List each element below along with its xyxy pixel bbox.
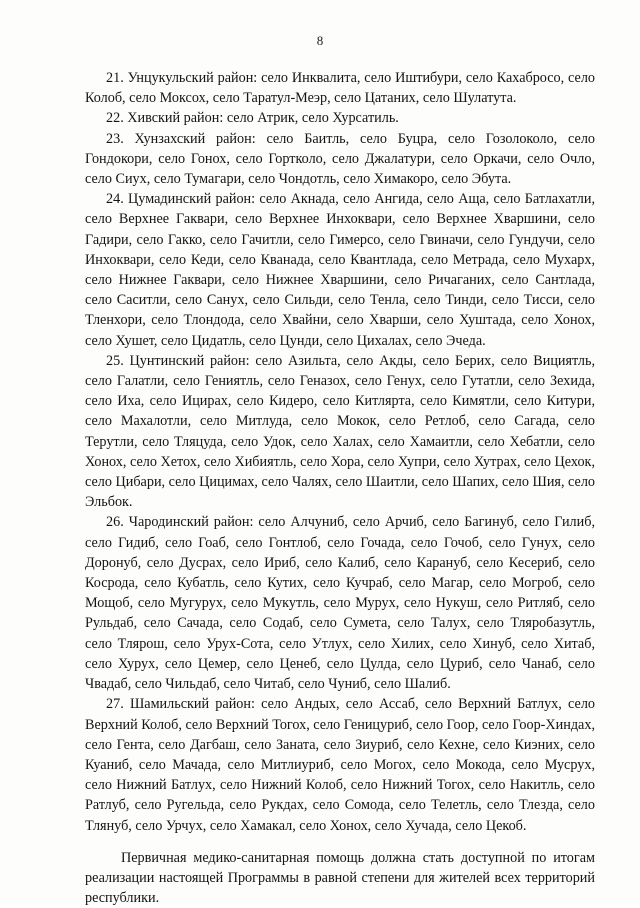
district-paragraph-21: 21. Унцукульский район: село Инквалита, село Иштибури, село Кахабросо, село Колоб, село Моксох, село Таратул-Меэр, село Цатаних, село Шулатута.: [85, 70, 595, 107]
page-number: 8: [316, 33, 324, 48]
district-paragraph-25: 25. Цунтинский район: село Азильта, село Акды, село Берих, село Вициятль, село Галатли, село Гениятль, село Геназох, село Генух, село Гутатли, село Зехида, село Иха, село Ицирах, село Кидеро, село Китлярта, село Кимятли, село Китури, село Махалотли, село Митлуда, село Мокок, село Ретлоб, село Сагада, село Терутли, село Тляцуда, село Удок, село Халах, село Хамаитли, село Хебатли, село Хонох, село Хетох, село Хибиятль, село Хора, село Хупри, село Хутрах, село Цехок, село Цибари, село Цицимах, село Чалях, село Шаитли, село Шапих, село Шия, село Эльбок.: [85, 352, 595, 511]
district-paragraph-22: 22. Хивский район: село Атрик, село Хурсатиль.: [106, 110, 399, 127]
district-paragraph-23: 23. Хунзахский район: село Баитль, село Буцра, село Гозолоколо, село Гондокори, село Гонох, село Гортколo, село Джалатури, село Оркачи, село Очло, село Сиух, село Тумагари, село Чондотль, село Химакоро, село Эбута.: [85, 130, 595, 188]
closing-paragraph: Первичная медико-санитарная помощь должна стать доступной по итогам реализации настоящей Программы в равной степени для жителей всех территорий республики.: [85, 849, 595, 907]
district-paragraph-24: 24. Цумадинский район: село Акнада, село Ангида, село Аща, село Батлахатли, село Верхнее Гаквари, село Верхнее Инхоквари, село Верхнее Хваршини, село Гадири, село Гакко, село Гачитли, село Гимерсо, село Гвиначи, село Гундучи, село Инхоквари, село Кеди, село Кванада, село Квантлада, село Метрада, село Мухарх, село Нижнее Гаквари, село Нижнее Хваршини, село Ричаганих, село Сантлада, село Саситли, село Санух, село Сильди, село Тенла, село Тинди, село Тисси, село Тленхори, село Тлондода, село Хвайни, село Хварши, село Хуштада, село Хонох, село Хушет, село Цидатль, село Цунди, село Цихалах, село Эчеда.: [85, 191, 595, 349]
district-paragraph-27: 27. Шамильский район: село Андых, село Ассаб, село Верхний Батлух, село Верхний Колоб, село Верхний Тогох, село Геницуриб, село Гоор, село Гоор-Хиндах, село Гента, село Дагбаш, село Заната, село Зиуриб, село Кехне, село Киэних, село Куаниб, село Мачада, село Митлиуриб, село Могох, село Мокода, село Мусрух, село Нижний Батлух, село Нижний Колоб, село Нижний Тогох, село Накитль, село Ратлуб, село Ругельда, село Рукдах, село Сомода, село Телетль, село Тлезда, село Тлянуб, село Урчух, село Хамакал, село Хонох, село Хучада, село Цекоб.: [85, 696, 595, 834]
document-body: [85, 68, 595, 908]
district-paragraph-26: 26. Чародинский район: село Алчуниб, село Арчиб, село Багинуб, село Гилиб, село Гидиб, село Гоаб, село Гонтлоб, село Гочада, село Гочоб, село Гунух, село Доронуб, село Дусрах, село Ириб, село Калиб, село Карануб, село Кесериб, село Косрода, село Кубатль, село Кутих, село Кучраб, село Магар, село Могроб, село Мощоб, село Мугурух, село Мукутль, село Мурух, село Нукуш, село Ритляб, село Рульдаб, село Сачада, село Содаб, село Сумета, село Талух, село Тляробазутль, село Тлярош, село Урух-Сота, село Утлух, село Хилих, село Хинуб, село Хитаб, село Хурух, село Цемер, село Ценеб, село Цулда, село Цуриб, село Чанаб, село Чвадаб, село Чильдаб, село Читаб, село Чуниб, село Шалиб.: [85, 514, 595, 693]
